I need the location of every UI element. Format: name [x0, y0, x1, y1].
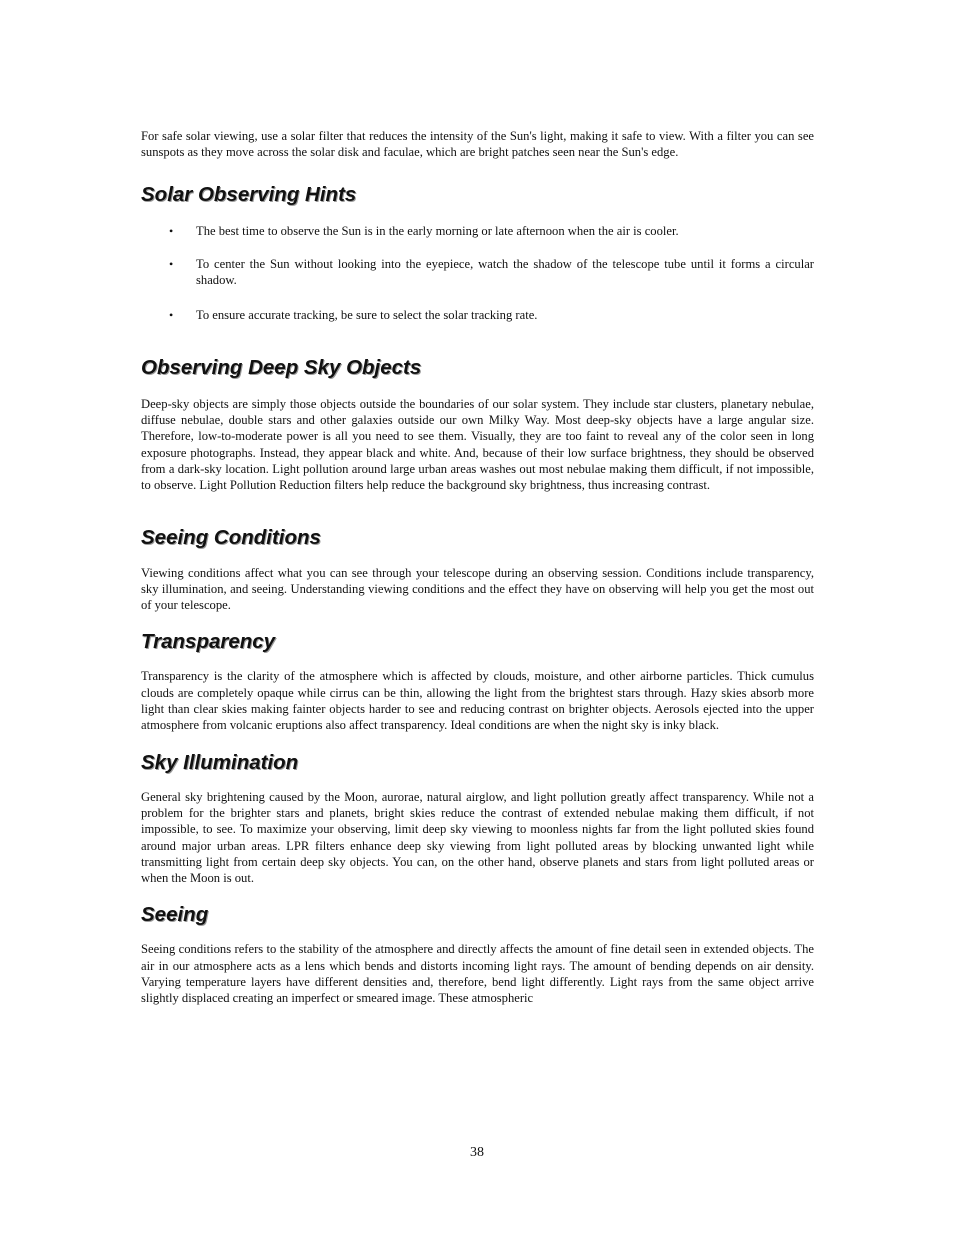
solar-hints-list [141, 223, 814, 324]
list-item [141, 307, 814, 323]
seeing-paragraph: Seeing conditions refers to the stability of the atmosphere and directly affects the amount of fine detail seen in extended objects. The air in our atmosphere acts as a lens which bends and distorts incoming light rays. The amount of bending depends on air density. Varying temperature layers have different densities and, therefore, bend light differently. Light rays from the same object arrive slightly displaced creating an imperfect or smeared image. These atmospheric [141, 942, 814, 1006]
bullet-icon: • [169, 223, 174, 238]
bullet-icon: • [169, 308, 174, 323]
intro-paragraph: For safe solar viewing, use a solar filter that reduces the intensity of the Sun's light, making it safe to view. With a filter you can see sunspots as they move across the solar disk and faculae, which are bright patches seen near the Sun's edge. [141, 129, 814, 160]
page-content [141, 128, 814, 1007]
deep-sky-paragraph: Deep-sky objects are simply those objects outside the boundaries of our solar system. They include star clusters, planetary nebulae, diffuse nebulae, double stars and other galaxies outside our own Milky Way. Most deep-sky objects have a large angular size. Therefore, low-to-moderate power is all you need to see them. Visually, they are too faint to reveal any of the color seen in long exposure photographs. Instead, they appear black and white. And, because of their low surface brightness, they should be observed from a dark-sky location. Light pollution around large urban areas washes out most nebulae making them difficult, if not impossible, to observe. Light Pollution Reduction filters help reduce the background sky brightness, thus increasing contrast. [141, 396, 814, 493]
list-item-text: To ensure accurate tracking, be sure to select the solar tracking rate. [196, 308, 538, 323]
heading-seeing-conditions: Seeing Conditions [141, 525, 321, 549]
seeing-conditions-paragraph: Viewing conditions affect what you can see through your telescope during an observing session. Conditions include transparency, sky illumination, and seeing. Understanding viewing conditions and the effect they have on observing will help you get the most out of your telescope. [141, 565, 814, 613]
list-item [141, 256, 814, 289]
heading-seeing: Seeing [141, 903, 209, 927]
bullet-icon: • [169, 256, 174, 271]
list-item [141, 223, 814, 239]
heading-transparency: Transparency [141, 630, 276, 654]
heading-sky-illumination: Sky Illumination [141, 750, 299, 774]
page-number: 38 [470, 1145, 484, 1160]
heading-solar-observing-hints: Solar Observing Hints [141, 182, 357, 206]
sky-illumination-paragraph: General sky brightening caused by the Moon, aurorae, natural airglow, and light pollution greatly affect transparency. While not a problem for the brighter stars and planets, bright skies reduce the contrast of extended nebulae making them difficult, if not impossible, to see. To maximize your observing, limit deep sky viewing to moonless nights far from the light polluted skies found around major urban areas. LPR filters enhance deep sky viewing from light polluted areas by blocking unwanted light while transmitting light from certain deep sky objects. You can, on the other hand, observe planets and stars from light polluted areas or when the Moon is out. [141, 789, 814, 886]
transparency-paragraph: Transparency is the clarity of the atmosphere which is affected by clouds, moisture, and other airborne particles. Thick cumulus clouds are completely opaque while cirrus can be thin, allowing the light from the brightest stars through. Hazy skies absorb more light than clear skies making fainter objects harder to see and reducing contrast on brighter objects. Aerosols ejected into the upper atmosphere from volcanic eruptions also affect transparency. Ideal conditions are when the night sky is inky black. [141, 669, 814, 733]
list-item-text: To center the Sun without looking into the eyepiece, watch the shadow of the telescope tube until it forms a circular shadow. [196, 256, 814, 288]
list-item-text: The best time to observe the Sun is in the early morning or late afternoon when the air is cooler. [196, 223, 679, 238]
heading-observing-deep-sky-objects: Observing Deep Sky Objects [141, 355, 422, 379]
